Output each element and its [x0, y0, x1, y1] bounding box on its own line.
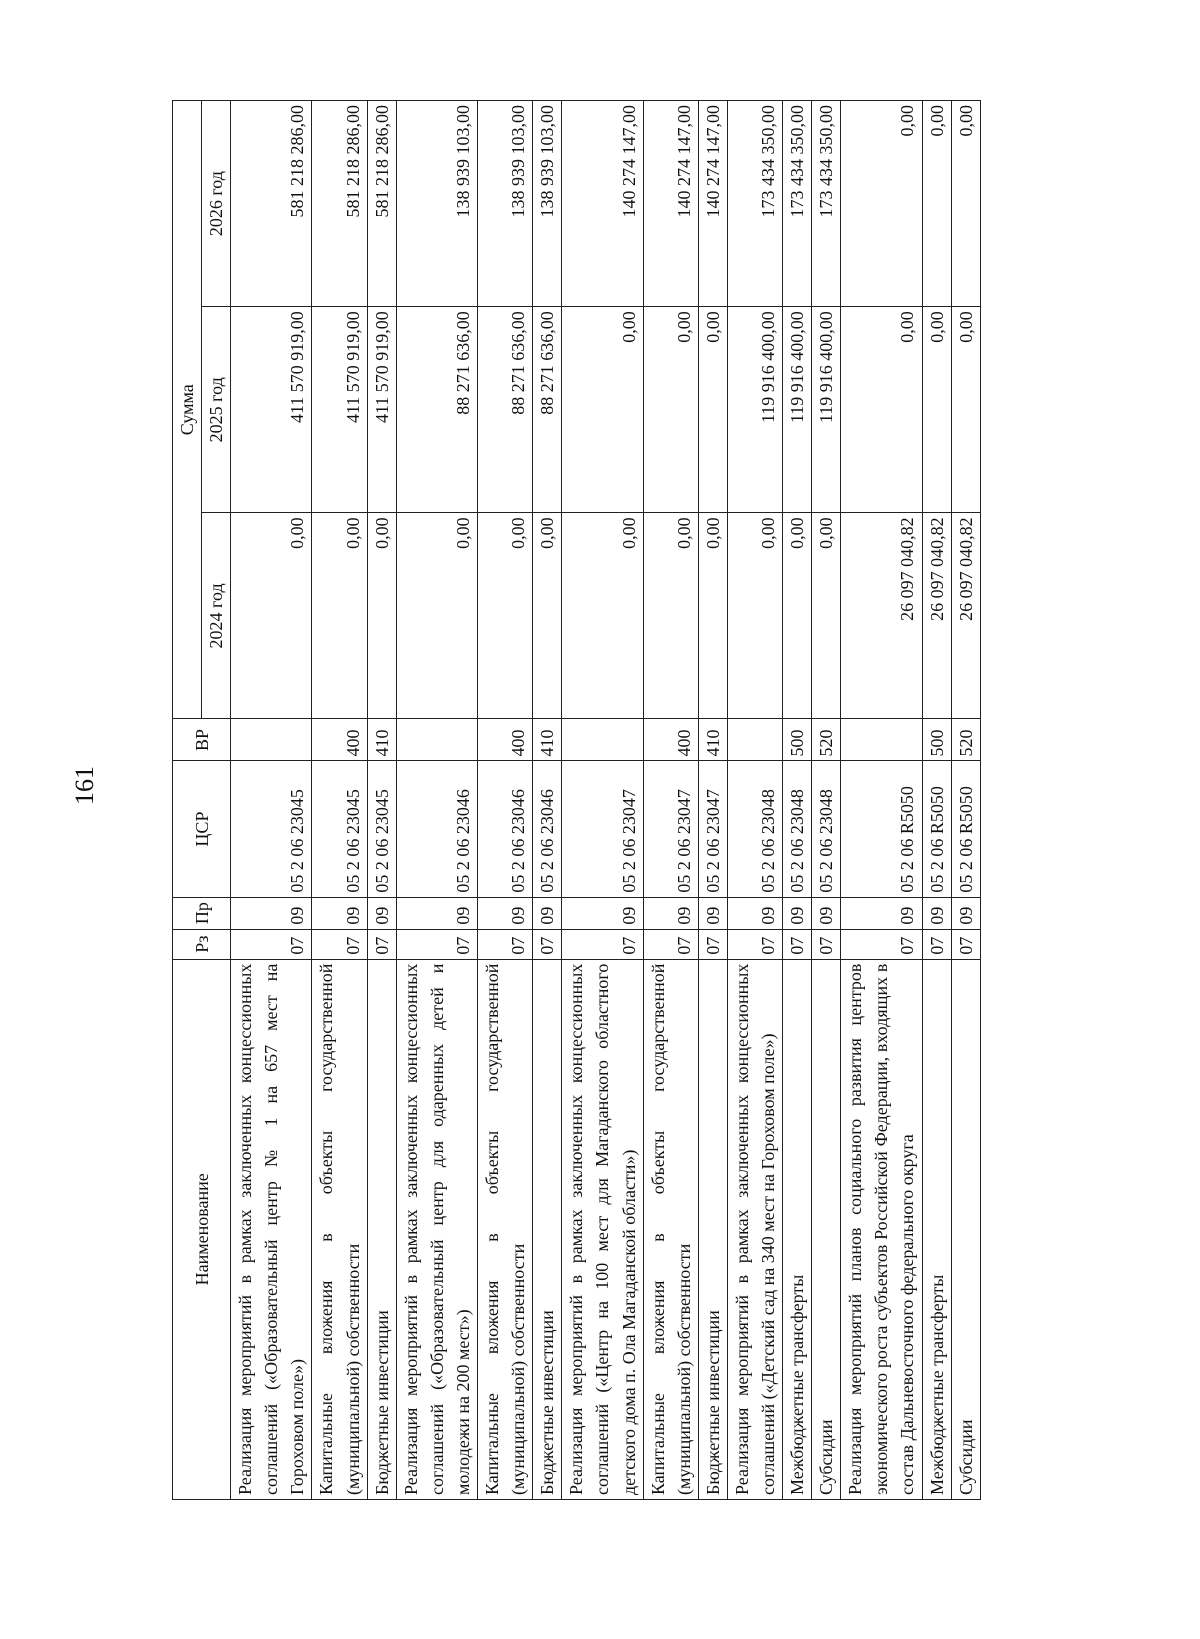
cell-rz: 07: [783, 929, 812, 959]
header-2025: 2025 год: [202, 307, 231, 513]
cell-csr: 05 2 06 23047: [643, 761, 698, 897]
cell-name: Бюджетные инвестиции: [698, 959, 727, 1499]
cell-vr: 500: [783, 719, 812, 761]
table-row: [922, 101, 951, 1500]
cell-2025: 88 271 636,00: [533, 307, 562, 513]
cell-2024: 0,00: [643, 513, 698, 719]
cell-2026: 581 218 286,00: [312, 101, 367, 307]
cell-rz: 07: [231, 929, 312, 959]
cell-rz: 07: [951, 929, 980, 959]
cell-2024: 0,00: [533, 513, 562, 719]
cell-vr: 400: [643, 719, 698, 761]
cell-csr: 05 2 06 23045: [231, 761, 312, 897]
cell-2025: 119 916 400,00: [812, 307, 841, 513]
cell-rz: 07: [367, 929, 396, 959]
cell-2024: 0,00: [698, 513, 727, 719]
cell-csr: 05 2 06 23047: [562, 761, 643, 897]
cell-csr: 05 2 06 23045: [367, 761, 396, 897]
cell-vr: [231, 719, 312, 761]
cell-2026: 140 274 147,00: [643, 101, 698, 307]
budget-table: [172, 100, 981, 1500]
cell-name: Реализация мероприятий планов социального развития центров экономического роста субъектов Российской Федерации, входящих в состав Дальневосточного федерального округа: [841, 959, 922, 1499]
cell-csr: 05 2 06 23048: [727, 761, 782, 897]
cell-rz: 07: [396, 929, 477, 959]
cell-2026: 173 434 350,00: [783, 101, 812, 307]
table-header: [173, 101, 231, 1500]
table-row: [231, 101, 312, 1500]
cell-name: Межбюджетные трансферты: [783, 959, 812, 1499]
table-row: [478, 101, 533, 1500]
cell-2024: 0,00: [312, 513, 367, 719]
cell-2026: 0,00: [841, 101, 922, 307]
cell-name: Капитальные вложения в объекты государственной (муниципальной) собственности: [312, 959, 367, 1499]
table-row: [562, 101, 643, 1500]
cell-name: Реализация мероприятий в рамках заключенных концессионных соглашений («Образовательный центр № 1 на 657 мест на Гороховом поле»): [231, 959, 312, 1499]
cell-2024: 0,00: [727, 513, 782, 719]
cell-rz: 07: [727, 929, 782, 959]
cell-2026: 173 434 350,00: [812, 101, 841, 307]
header-name: Наименование: [173, 959, 231, 1499]
cell-name: Реализация мероприятий в рамках заключенных концессионных соглашений («Центр на 100 мест для Магаданского областного детского дома п. Ола Магаданской области»): [562, 959, 643, 1499]
cell-vr: 400: [312, 719, 367, 761]
cell-2024: 26 097 040,82: [922, 513, 951, 719]
cell-vr: [562, 719, 643, 761]
header-2026: 2026 год: [202, 101, 231, 307]
table-row: [533, 101, 562, 1500]
cell-2024: 0,00: [812, 513, 841, 719]
cell-2026: 138 939 103,00: [478, 101, 533, 307]
cell-2025: 0,00: [698, 307, 727, 513]
cell-pr: 09: [533, 897, 562, 929]
cell-pr: 09: [478, 897, 533, 929]
cell-csr: 05 2 06 23046: [533, 761, 562, 897]
cell-pr: 09: [922, 897, 951, 929]
cell-name: Бюджетные инвестиции: [533, 959, 562, 1499]
cell-vr: 520: [812, 719, 841, 761]
cell-vr: 500: [922, 719, 951, 761]
table-body: [231, 101, 981, 1500]
cell-2024: 0,00: [562, 513, 643, 719]
cell-2024: 0,00: [783, 513, 812, 719]
table-row: [841, 101, 922, 1500]
cell-rz: 07: [312, 929, 367, 959]
cell-2026: 140 274 147,00: [698, 101, 727, 307]
table-row: [367, 101, 396, 1500]
cell-2026: 581 218 286,00: [367, 101, 396, 307]
cell-2026: 138 939 103,00: [533, 101, 562, 307]
cell-rz: 07: [922, 929, 951, 959]
cell-2025: 119 916 400,00: [727, 307, 782, 513]
cell-rz: 07: [643, 929, 698, 959]
cell-csr: 05 2 06 23048: [812, 761, 841, 897]
cell-2024: 0,00: [231, 513, 312, 719]
cell-2026: 140 274 147,00: [562, 101, 643, 307]
cell-name: Реализация мероприятий в рамках заключенных концессионных соглашений («Детский сад на 340 мест на Гороховом поле»): [727, 959, 782, 1499]
cell-pr: 09: [367, 897, 396, 929]
cell-name: Бюджетные инвестиции: [367, 959, 396, 1499]
cell-2026: 0,00: [922, 101, 951, 307]
cell-2025: 119 916 400,00: [783, 307, 812, 513]
cell-2026: 173 434 350,00: [727, 101, 782, 307]
cell-name: Межбюджетные трансферты: [922, 959, 951, 1499]
table-row: [698, 101, 727, 1500]
cell-vr: 410: [533, 719, 562, 761]
rotated-page-content: [172, 100, 1072, 1500]
cell-2025: 0,00: [841, 307, 922, 513]
header-csr: ЦСР: [173, 761, 231, 897]
cell-rz: 07: [841, 929, 922, 959]
cell-2024: 0,00: [478, 513, 533, 719]
cell-pr: 09: [783, 897, 812, 929]
cell-csr: 05 2 06 23047: [698, 761, 727, 897]
cell-name: Субсидии: [812, 959, 841, 1499]
cell-2024: 26 097 040,82: [841, 513, 922, 719]
cell-vr: 400: [478, 719, 533, 761]
cell-name: Субсидии: [951, 959, 980, 1499]
cell-csr: 05 2 06 23046: [478, 761, 533, 897]
table-row: [727, 101, 782, 1500]
header-rz: Рз: [173, 929, 231, 959]
cell-2025: 0,00: [562, 307, 643, 513]
cell-vr: [396, 719, 477, 761]
cell-2025: 411 570 919,00: [231, 307, 312, 513]
page-number: 161: [70, 766, 99, 805]
cell-2024: 26 097 040,82: [951, 513, 980, 719]
cell-pr: 09: [312, 897, 367, 929]
cell-vr: [841, 719, 922, 761]
cell-2026: 581 218 286,00: [231, 101, 312, 307]
cell-vr: [727, 719, 782, 761]
cell-name: Капитальные вложения в объекты государственной (муниципальной) собственности: [643, 959, 698, 1499]
cell-pr: 09: [727, 897, 782, 929]
cell-rz: 07: [812, 929, 841, 959]
cell-csr: 05 2 06 23048: [783, 761, 812, 897]
cell-2024: 0,00: [367, 513, 396, 719]
cell-csr: 05 2 06 23045: [312, 761, 367, 897]
cell-2025: 411 570 919,00: [367, 307, 396, 513]
cell-2025: 0,00: [643, 307, 698, 513]
cell-csr: 05 2 06 R5050: [951, 761, 980, 897]
cell-pr: 09: [841, 897, 922, 929]
cell-2026: 138 939 103,00: [396, 101, 477, 307]
header-vr: ВР: [173, 719, 231, 761]
header-2024: 2024 год: [202, 513, 231, 719]
cell-vr: 520: [951, 719, 980, 761]
cell-vr: 410: [367, 719, 396, 761]
cell-pr: 09: [643, 897, 698, 929]
cell-rz: 07: [478, 929, 533, 959]
table-row: [643, 101, 698, 1500]
cell-2025: 411 570 919,00: [312, 307, 367, 513]
cell-rz: 07: [698, 929, 727, 959]
cell-rz: 07: [562, 929, 643, 959]
cell-csr: 05 2 06 R5050: [841, 761, 922, 897]
header-pr: Пр: [173, 897, 231, 929]
cell-2026: 0,00: [951, 101, 980, 307]
cell-2025: 88 271 636,00: [478, 307, 533, 513]
table-row: [783, 101, 812, 1500]
cell-pr: 09: [698, 897, 727, 929]
cell-rz: 07: [533, 929, 562, 959]
cell-pr: 09: [231, 897, 312, 929]
cell-2025: 0,00: [951, 307, 980, 513]
table-row: [312, 101, 367, 1500]
cell-pr: 09: [562, 897, 643, 929]
table-row: [951, 101, 980, 1500]
cell-name: Капитальные вложения в объекты государственной (муниципальной) собственности: [478, 959, 533, 1499]
cell-vr: 410: [698, 719, 727, 761]
table-row: [396, 101, 477, 1500]
cell-name: Реализация мероприятий в рамках заключенных концессионных соглашений («Образовательный центр для одаренных детей и молодежи на 200 мест»): [396, 959, 477, 1499]
cell-pr: 09: [812, 897, 841, 929]
cell-pr: 09: [396, 897, 477, 929]
cell-2025: 0,00: [922, 307, 951, 513]
header-sum: Сумма: [173, 101, 202, 719]
cell-csr: 05 2 06 R5050: [922, 761, 951, 897]
cell-csr: 05 2 06 23046: [396, 761, 477, 897]
cell-pr: 09: [951, 897, 980, 929]
cell-2024: 0,00: [396, 513, 477, 719]
cell-2025: 88 271 636,00: [396, 307, 477, 513]
table-row: [812, 101, 841, 1500]
